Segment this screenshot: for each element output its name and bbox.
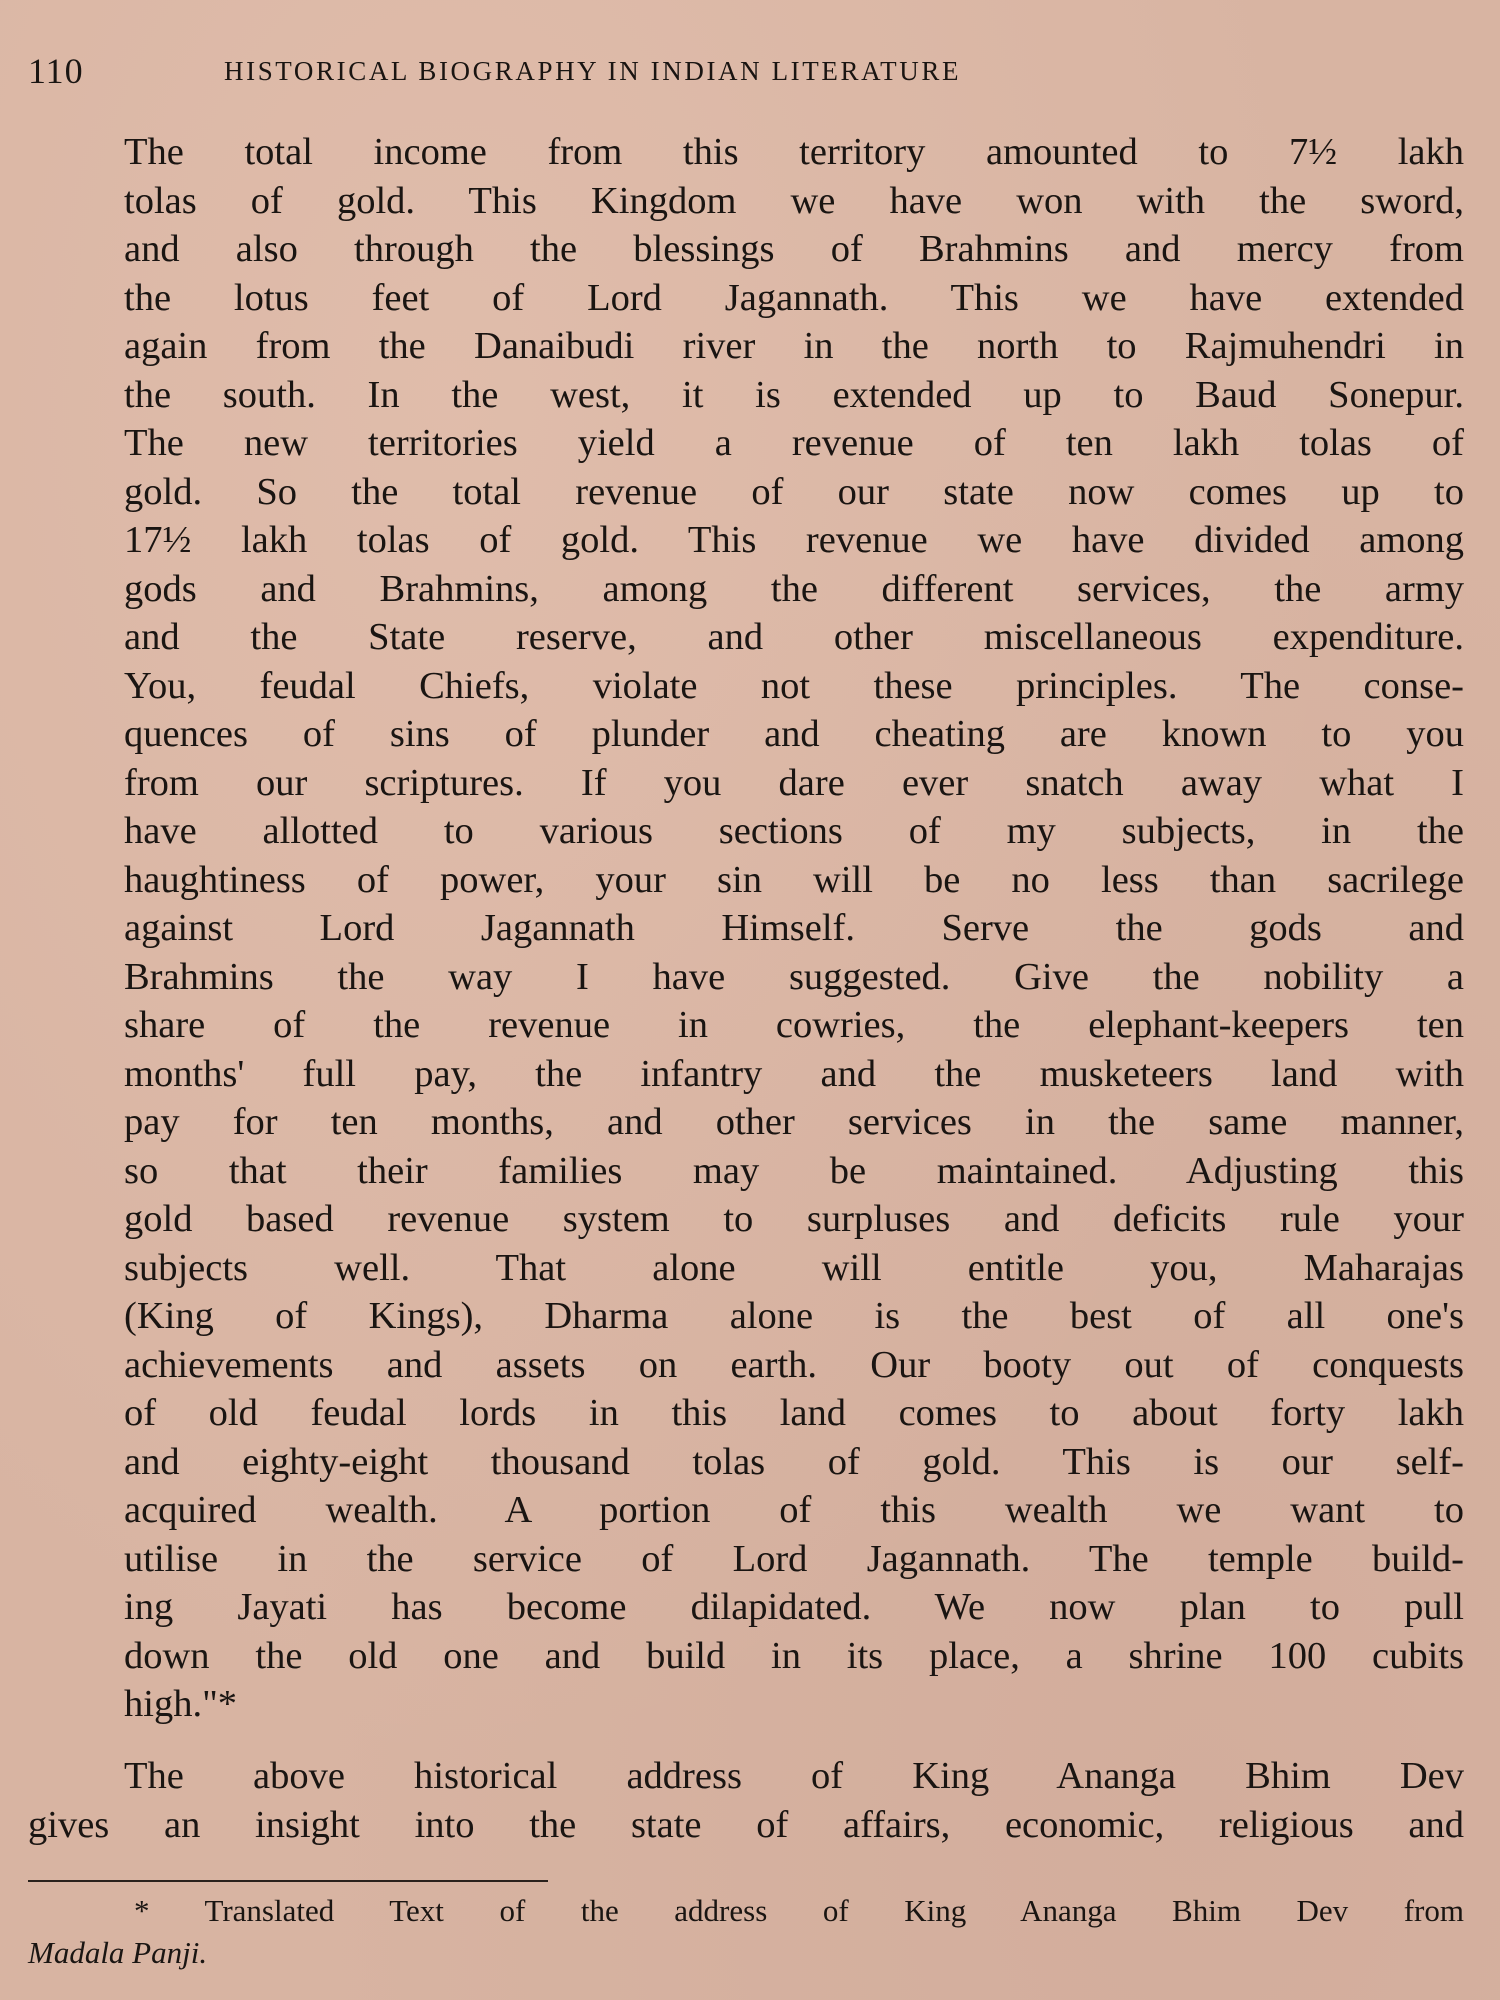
running-header xyxy=(28,50,1460,94)
text-line: and eighty-eight thousand tolas of gold. This is our self- xyxy=(124,1440,1464,1483)
text-line: the lotus feet of Lord Jagannath. This we have extended xyxy=(124,276,1464,319)
text-line: tolas of gold. This Kingdom we have won with the sword, xyxy=(124,179,1464,222)
text-line: 17½ lakh tolas of gold. This revenue we have divided among xyxy=(124,519,1464,561)
footnote xyxy=(28,1890,1464,1974)
text-line: subjects well. That alone will entitle you, Maharajas xyxy=(124,1246,1464,1289)
text-line: high."* xyxy=(124,1683,238,1725)
text-line: and also through the blessings of Brahmins and mercy from xyxy=(124,228,1464,270)
text-line: have allotted to various sections of my subjects, in the xyxy=(124,810,1464,852)
text-line: gold based revenue system to surpluses and deficits rule your xyxy=(124,1198,1464,1240)
text-line: gives an insight into the state of affairs, economic, religious and xyxy=(28,1803,1464,1846)
commentary-paragraph xyxy=(28,1752,1464,1849)
text-line: gods and Brahmins, among the different services, the army xyxy=(124,567,1464,610)
text-line: pay for ten months, and other services in the same manner, xyxy=(124,1101,1464,1143)
text-line: months' full pay, the infantry and the musketeers land with xyxy=(124,1052,1464,1095)
text-line: from our scriptures. If you dare ever snatch away what I xyxy=(124,761,1464,804)
text-line: acquired wealth. A portion of this wealth we want to xyxy=(124,1489,1464,1531)
text-line: haughtiness of power, your sin will be no less than sacrilege xyxy=(124,858,1464,901)
text-line: quences of sins of plunder and cheating are known to you xyxy=(124,713,1464,755)
text-line: share of the revenue in cowries, the elephant-keepers ten xyxy=(124,1004,1464,1046)
text-line: (King of Kings), Dharma alone is the best of all one's xyxy=(124,1295,1464,1337)
text-line: The above historical address of King Ananga Bhim Dev xyxy=(124,1755,1464,1797)
footnote-text: * Translated Text of the address of King Ananga Bhim Dev from xyxy=(134,1893,1464,1928)
text-line: Brahmins the way I have suggested. Give the nobility a xyxy=(124,955,1464,998)
text-line: utilise in the service of Lord Jagannath. The temple build- xyxy=(124,1537,1464,1580)
text-line: achievements and assets on earth. Our booty out of conquests xyxy=(124,1343,1464,1386)
text-line: The new territories yield a revenue of ten lakh tolas of xyxy=(124,422,1464,464)
text-line: The total income from this territory amounted to 7½ lakh xyxy=(124,131,1464,173)
text-line: against Lord Jagannath Himself. Serve the gods and xyxy=(124,907,1464,949)
quoted-address xyxy=(124,128,1464,1729)
text-line: ing Jayati has become dilapidated. We now plan to pull xyxy=(124,1586,1464,1628)
text-line: the south. In the west, it is extended up to Baud Sonepur. xyxy=(124,373,1464,416)
text-line: You, feudal Chiefs, violate not these principles. The conse- xyxy=(124,664,1464,707)
footnote-source: Madala Panji. xyxy=(28,1935,208,1970)
text-line: down the old one and build in its place, a shrine 100 cubits xyxy=(124,1634,1464,1677)
footnote-rule xyxy=(28,1880,548,1882)
text-line: so that their families may be maintained. Adjusting this xyxy=(124,1149,1464,1192)
page-number: 110 xyxy=(28,51,84,91)
text-line: again from the Danaibudi river in the north to Rajmuhendri in xyxy=(124,325,1464,367)
text-line: gold. So the total revenue of our state now comes up to xyxy=(124,470,1464,513)
text-line: of old feudal lords in this land comes to about forty lakh xyxy=(124,1392,1464,1434)
running-title: HISTORICAL BIOGRAPHY IN INDIAN LITERATURE xyxy=(224,56,962,86)
text-line: and the State reserve, and other miscellaneous expenditure. xyxy=(124,616,1464,658)
